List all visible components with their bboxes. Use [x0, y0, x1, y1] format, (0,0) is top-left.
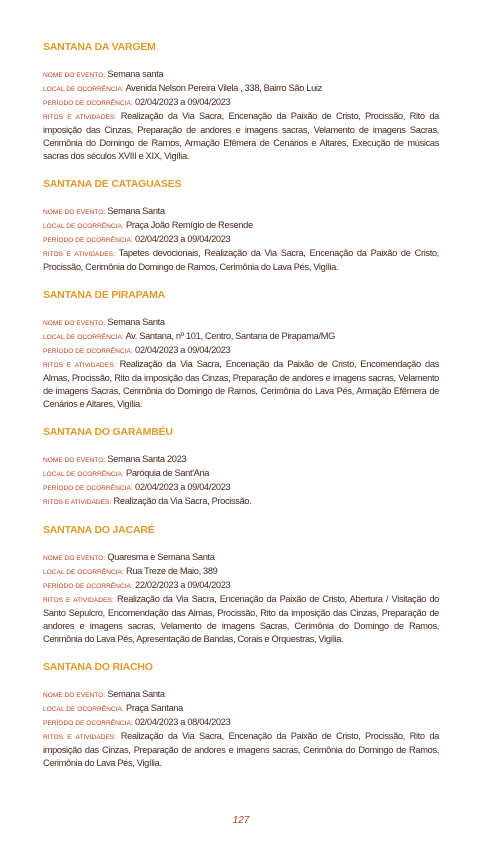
section-title: SANTANA DO RIACHO — [43, 661, 153, 673]
event-name: Semana Santa — [107, 317, 165, 327]
field-label: LOCAL DE OCORRÊNCIA: — [43, 569, 124, 576]
field-label: NOME DO EVENTO: — [43, 555, 106, 562]
field-label: RITOS E ATIVIDADES: — [43, 251, 115, 258]
event-rites-line — [43, 593, 439, 646]
event-name-line — [43, 688, 439, 702]
event-rites: Realização da Via Sacra, Procissão. — [113, 496, 252, 506]
field-label: RITOS E ATIVIDADES: — [43, 597, 114, 604]
event-name-line — [43, 205, 439, 219]
event-place-line — [43, 82, 439, 96]
event-period: 02/04/2023 a 09/04/2023 — [135, 234, 231, 244]
event-entry — [43, 288, 439, 411]
section-title: SANTANA DE PIRAPAMA — [43, 289, 166, 301]
field-label: PERÍODO DE OCORRÊNCIA: — [43, 583, 133, 590]
event-name-line — [43, 453, 439, 467]
page-content — [43, 40, 439, 784]
field-label: LOCAL DE OCORRÊNCIA: — [43, 471, 124, 478]
section-title: SANTANA DA VARGEM — [43, 41, 156, 53]
event-rites-line — [43, 247, 439, 274]
event-name: Quaresma e Semana Santa — [107, 552, 215, 562]
event-rites-line — [43, 730, 439, 770]
event-rites: Tapetes devocionais, Realização da Via Sacra, Encenação da Paixão de Cristo, Procissão, Cerimônia do Domingo de Ramos, Cerimônia do Lava Pés, Vigília. — [43, 248, 439, 272]
field-label: RITOS E ATIVIDADES: — [43, 362, 116, 369]
field-label: PERÍODO DE OCORRÊNCIA: — [43, 720, 133, 727]
event-place: Praça Santana — [125, 703, 183, 713]
event-period: 02/04/2023 a 09/04/2023 — [135, 482, 231, 492]
event-rites: Realização da Via Sacra, Encenação da Paixão de Cristo, Procissão, Rito da imposição das Cinzas, Preparação de andores e imagens sacras, Velamento de imagens Sacras, Cerimônia do Domingo de Ramos, Armação Efêmera de Cenários e Altares, Execução de músicas sacras dos séculos XVIII e XIX, Vigília. — [43, 111, 439, 161]
field-label: LOCAL DE OCORRÊNCIA: — [43, 706, 124, 713]
field-label: NOME DO EVENTO: — [43, 457, 106, 464]
event-rites: Realização da Via Sacra, Encenação da Paixão de Cristo, Encomendação das Almas, Procissão, Rito da imposição das Cinzas, Preparação de andores e imagens sacras, Velamento de imagens Sacras, Cerimônia do Domingo de Ramos, Cerimônia do Lava Pés, Armação Efêmera de Cenários e Altares, Vigília. — [43, 359, 439, 409]
event-name: Semana santa — [107, 69, 164, 79]
field-label: RITOS E ATIVIDADES: — [43, 114, 117, 121]
event-place-line — [43, 467, 439, 481]
event-period: 22/02/2023 a 09/04/2023 — [135, 580, 231, 590]
event-entry — [43, 425, 439, 509]
event-period-line — [43, 579, 439, 593]
field-label: PERÍODO DE OCORRÊNCIA: — [43, 237, 133, 244]
event-rites-line — [43, 358, 439, 411]
event-period-line — [43, 716, 439, 730]
event-period-line — [43, 96, 439, 110]
event-entry — [43, 660, 439, 770]
event-place-line — [43, 565, 439, 579]
field-label: PERÍODO DE OCORRÊNCIA: — [43, 485, 133, 492]
field-label: LOCAL DE OCORRÊNCIA: — [43, 86, 124, 93]
event-period: 02/04/2023 a 09/04/2023 — [135, 97, 231, 107]
section-title: SANTANA DE CATAGUASES — [43, 178, 182, 190]
event-period-line — [43, 233, 439, 247]
event-name-line — [43, 551, 439, 565]
event-entry — [43, 523, 439, 646]
field-label: PERÍODO DE OCORRÊNCIA: — [43, 100, 133, 107]
field-label: NOME DO EVENTO: — [43, 320, 106, 327]
event-place-line — [43, 219, 439, 233]
event-name: Semana Santa 2023 — [107, 454, 187, 464]
event-name-line — [43, 316, 439, 330]
event-period: 02/04/2023 a 09/04/2023 — [135, 345, 231, 355]
event-name: Semana Santa — [107, 689, 165, 699]
event-period: 02/04/2023 a 08/04/2023 — [135, 717, 231, 727]
event-place-line — [43, 330, 439, 344]
field-label: LOCAL DE OCORRÊNCIA: — [43, 334, 124, 341]
field-label: NOME DO EVENTO: — [43, 692, 106, 699]
field-label: NOME DO EVENTO: — [43, 209, 106, 216]
section-title: SANTANA DO GARAMBÉU — [43, 426, 173, 438]
event-rites-line — [43, 495, 439, 509]
event-rites: Realização da Via Sacra, Encenação da Paixão de Cristo, Abertura / Visitação do Santo Sepulcro, Encomendação das Almas, Procissão, Rito da imposição das Cinzas, Preparação de andores e imagens sacras, Velamento de imagens Sacras, Cerimônia do Domingo de Ramos, Cerimônia do Lava Pés, Apresentação de Bandas, Corais e Orquestras, Vigília. — [43, 594, 440, 644]
event-place: Avenida Nelson Pereira Vilela , 338, Bairro São Luiz — [125, 83, 322, 93]
event-name: Semana Santa — [107, 206, 165, 216]
field-label: PERÍODO DE OCORRÊNCIA: — [43, 348, 133, 355]
event-place: Av. Santana, nº 101, Centro, Santana de Pirapama/MG — [125, 331, 335, 341]
page-number: 127 — [232, 815, 250, 826]
section-title: SANTANA DO JACARÉ — [43, 524, 155, 536]
event-place: Rua Treze de Maio, 389 — [125, 566, 218, 576]
event-period-line — [43, 344, 439, 358]
event-place: Praça João Remígio de Resende — [125, 220, 253, 230]
field-label: NOME DO EVENTO: — [43, 72, 106, 79]
event-period-line — [43, 481, 439, 495]
field-label: RITOS E ATIVIDADES: — [43, 499, 112, 506]
event-entry — [43, 40, 439, 163]
field-label: LOCAL DE OCORRÊNCIA: — [43, 223, 124, 230]
event-rites: Realização da Via Sacra, Encenação da Paixão de Cristo, Procissão, Rito da imposição das Cinzas, Preparação de andores e imagens sacras, Cerimônia do Domingo de Ramos, Cerimônia do Lava Pés, Vigília. — [43, 731, 439, 768]
field-label: RITOS E ATIVIDADES: — [43, 734, 117, 741]
event-rites-line — [43, 110, 439, 163]
event-place-line — [43, 702, 439, 716]
event-place: Paróquia de Sant'Ana — [125, 468, 210, 478]
event-entry — [43, 177, 439, 274]
event-name-line — [43, 68, 439, 82]
